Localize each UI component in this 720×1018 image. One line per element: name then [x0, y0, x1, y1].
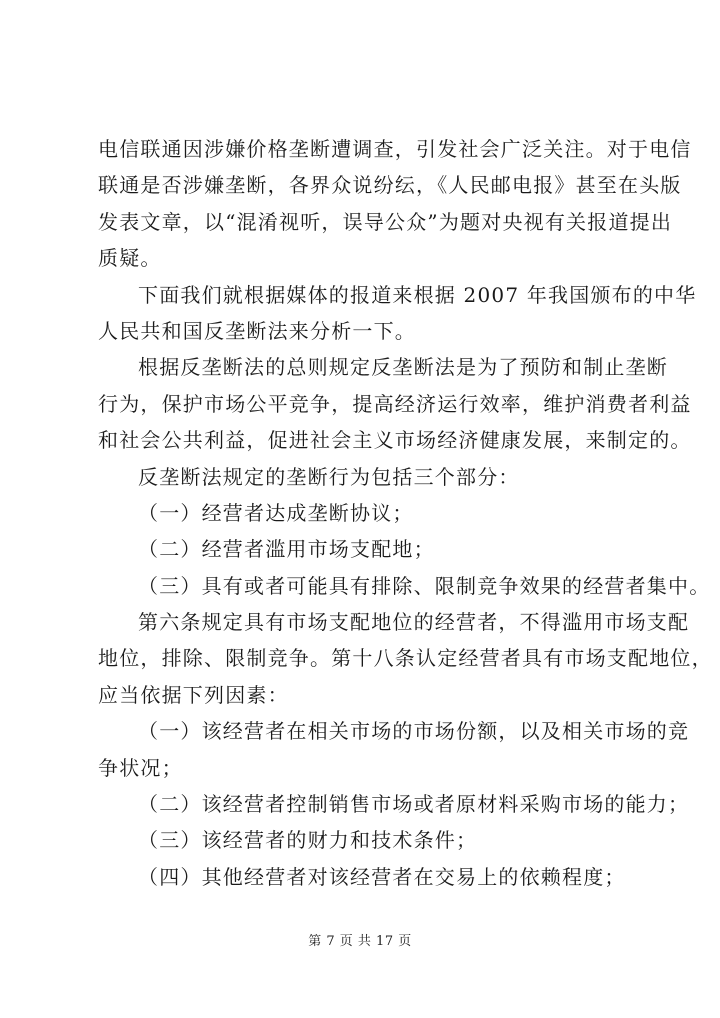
text-line: 人民共和国反垄断法来分析一下。 — [98, 318, 416, 343]
text-line: （三）该经营者的财力和技术条件； — [138, 828, 478, 853]
page-footer — [0, 934, 720, 950]
text-line: 联通是否涉嫌垄断，各界众说纷纭，《人民邮电报》甚至在头版 — [98, 173, 682, 198]
text-line: 地位，排除、限制竞争。第十八条认定经营者具有市场支配地位， — [98, 646, 713, 671]
text-line: 行为，保护市场公平竞争，提高经济运行效率，维护消费者利益 — [98, 391, 692, 416]
text-line: 电信联通因涉嫌价格垄断遭调查，引发社会广泛关注。对于电信 — [98, 137, 692, 161]
text-line: （二）经营者滥用市场支配地； — [138, 537, 435, 562]
document-body — [98, 131, 713, 895]
text-line: （一）该经营者在相关市场的市场份额，以及相关市场的竞 — [138, 719, 690, 744]
factor-item-3 — [98, 822, 643, 858]
text-line: （四）其他经营者对该经营者在交易上的依赖程度； — [138, 864, 626, 889]
factor-item-4 — [98, 859, 643, 895]
text-line: 发表文章，以“混淆视听，误导公众”为题对央视有关报道提出 — [98, 209, 673, 234]
list-item-1 — [98, 495, 643, 531]
text-line: 反垄断法规定的垄断行为包括三个部分： — [138, 464, 520, 489]
text-line: （一）经营者达成垄断协议； — [138, 500, 414, 525]
list-item-2 — [98, 531, 643, 567]
paragraph-article-6 — [98, 604, 713, 713]
paragraph-analysis — [98, 277, 697, 350]
text-line: （三）具有或者可能具有排除、限制竞争效果的经营者集中。 — [138, 573, 711, 598]
text-line: 和社会公共利益，促进社会主义市场经济健康发展，来制定的。 — [98, 428, 692, 453]
text-line: 根据反垄断法的总则规定反垄断法是为了预防和制止垄断 — [138, 355, 668, 380]
factor-item-1 — [98, 713, 690, 786]
factor-item-2 — [98, 786, 690, 822]
text-line: 争状况； — [98, 755, 183, 780]
text-line: 应当依据下列因素： — [98, 682, 289, 707]
text-line: 质疑。 — [98, 246, 162, 271]
paragraph-intro — [98, 131, 692, 277]
text-line: （二）该经营者控制销售市场或者原材料采购市场的能力； — [138, 792, 690, 817]
paragraph-monopoly-types — [98, 459, 643, 495]
page-number-label: 第 7 页 共 17 页 — [308, 934, 412, 949]
text-line: 下面我们就根据媒体的报道来根据 2007 年我国颁布的中华 — [138, 282, 697, 307]
text-line: 第六条规定具有市场支配地位的经营者，不得滥用市场支配 — [138, 610, 690, 635]
paragraph-general-provisions — [98, 349, 692, 458]
list-item-3 — [98, 568, 711, 604]
